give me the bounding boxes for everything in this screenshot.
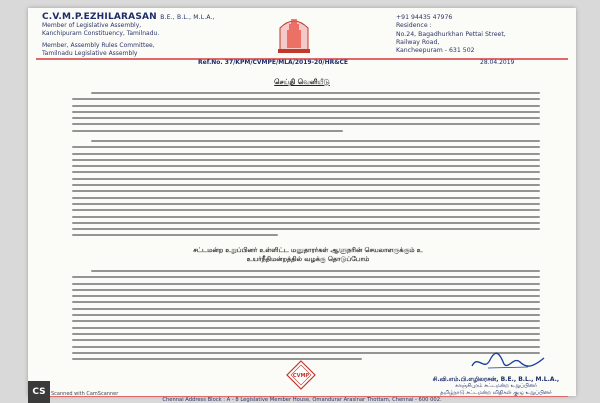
party-stamp-icon — [286, 360, 316, 390]
handwritten-signature — [468, 350, 548, 374]
address-label: Residence : — [396, 22, 432, 30]
signature-block — [426, 376, 566, 383]
sender-role-4: Tamilnadu Legislative Assembly — [42, 50, 138, 57]
sender-name — [42, 12, 242, 22]
reference-number: Ref.No. 37/KPM/CVMPE/MLA/2019-20/HR&CE — [198, 59, 348, 66]
sender-qualification: B.E., B.L., M.L.A., — [160, 14, 215, 21]
stamp-label: CVMP — [292, 373, 310, 379]
camscanner-caption: Scanned with CamScanner — [51, 391, 119, 397]
sender-role-1: Member of Legislative Assembly, — [42, 22, 142, 29]
tamilnadu-emblem-icon — [274, 12, 314, 54]
subheading-line-2: உயர்நீதிமன்றத்தில் வழக்கு தொடுப்போம் — [246, 255, 370, 263]
address-line-1: No.24, Bagadhurkhan Pettai Street, — [396, 30, 506, 38]
paragraph-2 — [72, 140, 540, 241]
paragraph-1 — [72, 92, 540, 136]
footer-address: Chennai Address Block : A - 8 Legislative Member House, Omandurar Arasinar Thottam, Chennai - 600 002. — [162, 397, 442, 403]
address-line-2: Railway Road, — [396, 38, 440, 46]
phone-number: +91 94435 47976 — [396, 14, 453, 21]
sender-role-2: Kanchipuram Constituency, Tamilnadu. — [42, 30, 160, 37]
address-line-3: Kancheepuram - 631 502 — [396, 47, 475, 55]
sender-role-3: Member, Assembly Rules Committee, — [42, 42, 155, 49]
letter-date: 28.04.2019 — [480, 59, 515, 66]
letterhead-right — [396, 14, 571, 55]
bold-subheading — [118, 246, 498, 264]
signatory-titles — [426, 383, 566, 396]
camscanner-logo-icon: CS — [28, 381, 50, 403]
letterhead-left — [42, 12, 242, 58]
press-release-heading: செய்தி வெளியீடு — [274, 78, 330, 86]
signatory-name: சி.வி.எம்.பி.எழிலரசன், B.E., B.L., M.L.A., — [432, 376, 560, 383]
letter-page — [28, 8, 576, 403]
subheading-line-1: சட்டமன்ற உறுப்பினர் உள்ளிட்ட மனுதாரர்கள் ஆளுநரின் செயலாளருக்கும் உ — [193, 246, 423, 254]
signatory-title-1: காஞ்சிபுரம் சட்டமன்ற உறுப்பினர் — [454, 383, 537, 389]
sender-name-text: C.V.M.P.EZHILARASAN — [42, 12, 157, 22]
signatory-title-2: தமிழ்நாடு சட்டமன்ற விதிகள் குழு உறுப்பினர் — [440, 389, 552, 396]
